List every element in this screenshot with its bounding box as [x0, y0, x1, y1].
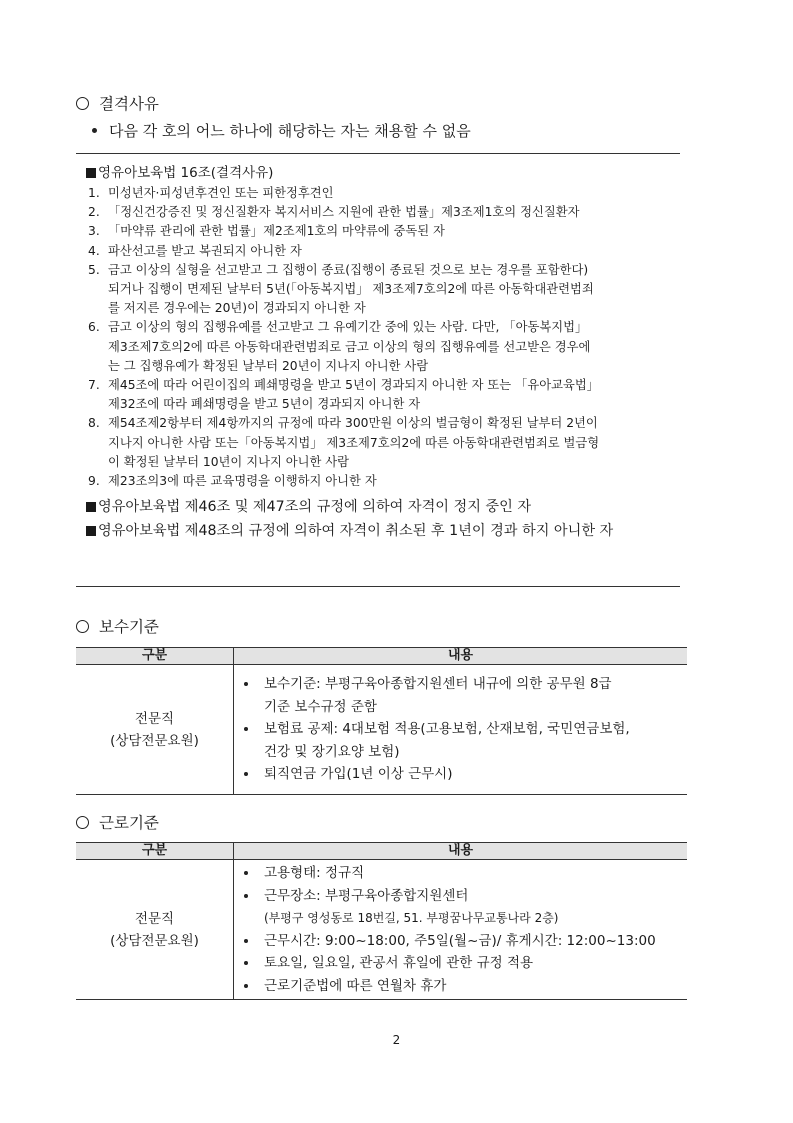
- item-number: 6.: [88, 320, 100, 335]
- bullet-text: 토요일, 일요일, 관공서 휴일에 관한 규정 적용: [264, 955, 534, 971]
- category-label: 전문직: [134, 910, 175, 927]
- bullet-dot-icon: [244, 682, 248, 686]
- clause-text: 영유아보육법 제46조 및 제47조의 규정에 의하여 자격이 정지 중인 자: [98, 499, 532, 516]
- item-number: 7.: [88, 378, 100, 393]
- list-item: [86, 318, 676, 376]
- item-number: 9.: [88, 474, 100, 489]
- pay-table: [76, 647, 687, 795]
- list-item: [86, 184, 676, 203]
- category-sublabel: (상담전문요원): [110, 732, 199, 749]
- category-label: 전문직: [134, 710, 175, 727]
- bullet-text: 보수기준: 부평구육아종합지원센터 내규에 의한 공무원 8급 기준 보수규정 준함: [264, 676, 612, 715]
- bullet-text: 퇴직연금 가입(1년 이상 근무시): [264, 766, 453, 783]
- table-row: [76, 860, 687, 1000]
- item-text: 파산선고를 받고 복권되지 아니한 자: [108, 243, 302, 258]
- bullet-dot-icon: [92, 128, 97, 133]
- bullet-text: 근무장소: 부평구육아종합지원센터: [264, 887, 469, 904]
- column-header-category: 구분: [76, 648, 234, 665]
- item-text: 미성년자·피성년후견인 또는 피한정후견인: [108, 186, 334, 200]
- list-item: [86, 376, 676, 414]
- revocation-clause: [86, 519, 676, 543]
- list-item: [242, 885, 681, 908]
- section-title: 결격사유: [99, 95, 159, 113]
- item-number: 1.: [88, 186, 100, 200]
- disqualification-list: [86, 184, 676, 491]
- list-item: [242, 952, 681, 975]
- bullet-dot-icon: [244, 772, 248, 776]
- list-item: [86, 203, 676, 222]
- clause-text: 영유아보육법 제48조의 규정에 의하여 자격이 취소된 후 1년이 경과 하지 아니한 자: [98, 523, 614, 540]
- bullet-dot-icon: [244, 727, 248, 731]
- bullet-text: 근로기준법에 따른 연월차 휴가: [264, 977, 447, 994]
- list-item: [242, 930, 681, 953]
- list-item: [242, 862, 681, 885]
- list-item: [86, 222, 676, 241]
- item-text: 「정신건강증진 및 정신질환자 복지서비스 지원에 관한 법률」제3조제1호의 정신질환자: [108, 205, 580, 220]
- list-item: [242, 718, 681, 763]
- work-conditions-table: [76, 842, 687, 1000]
- address-text: (부평구 영성동로 18번길, 51. 부평꿈나무교통나라 2층): [264, 911, 559, 925]
- list-item: [242, 975, 681, 998]
- summary-text: 다음 각 호의 어느 하나에 해당하는 자는 채용할 수 없음: [109, 122, 471, 140]
- item-text: 제54조제2항부터 제4항까지의 규정에 따라 300만원 이상의 벌금형이 확정된 날부터 2년이 지나지 아니한 사람 또는「아동복지법」 제3조제7호의2에 따른 아동학대관련범죄로 벌금형 이 확정된 날부터 10년이 지나지 아니한 사람: [108, 416, 600, 469]
- column-header-category: 구분: [76, 843, 234, 860]
- item-text: 제23조의3에 따른 교육명령을 이행하지 아니한 자: [108, 474, 377, 489]
- item-text: 금고 이상의 실형을 선고받고 그 집행이 종료(집행이 종료된 것으로 보는 경우를 포함한다) 되거나 집행이 면제된 날부터 5년(「아동복지법」 제3조제7호의2에 따른 아동학대관련범죄 를 저지른 경우에는 20년)이 경과되지 아니한 자: [108, 262, 594, 316]
- section-title: 근로기준: [99, 814, 159, 832]
- law-title-text: 영유아보육법 16조(결격사유): [98, 165, 274, 181]
- content-cell: [234, 665, 688, 795]
- section-title: 보수기준: [99, 618, 159, 636]
- bullet-text: 근무시간: 9:00~18:00, 주5일(월~금)/ 휴게시간: 12:00~13:00: [264, 932, 656, 949]
- disqualification-summary: [92, 120, 471, 141]
- address-line: [242, 907, 681, 930]
- section-heading-disqualification: [76, 92, 159, 114]
- square-bullet-icon: [86, 526, 96, 536]
- page-number: 2: [392, 1033, 401, 1047]
- column-header-content: 내용: [234, 648, 688, 665]
- section-heading-work: [76, 811, 159, 833]
- circle-bullet-icon: [76, 620, 89, 633]
- category-cell: [76, 860, 234, 1000]
- square-bullet-icon: [86, 168, 96, 178]
- column-header-content: 내용: [234, 843, 688, 860]
- item-text: 「마약류 관리에 관한 법률」제2조제1호의 마약류에 중독된 자: [108, 224, 445, 239]
- circle-bullet-icon: [76, 97, 89, 110]
- item-number: 5.: [88, 262, 100, 277]
- divider-top: [76, 153, 680, 154]
- pay-bullet-list: [242, 673, 681, 786]
- suspension-clause: [86, 495, 676, 519]
- work-bullet-list: [242, 862, 681, 997]
- bullet-dot-icon: [244, 939, 248, 943]
- list-item: [242, 763, 681, 786]
- bullet-dot-icon: [244, 961, 248, 965]
- divider-bottom: [76, 586, 680, 587]
- table-header-row: [76, 648, 687, 665]
- item-text: 제45조에 따라 어린이집의 폐쇄명령을 받고 5년이 경과되지 아니한 자 또는 「유아교육법」 제32조에 따라 폐쇄명령을 받고 5년이 경과되지 아니한 자: [108, 378, 600, 412]
- item-number: 2.: [88, 205, 100, 220]
- item-number: 8.: [88, 416, 100, 431]
- section-heading-pay: [76, 615, 159, 637]
- list-item: [86, 472, 676, 491]
- list-item: [86, 242, 676, 261]
- bullet-dot-icon: [244, 984, 248, 988]
- table-header-row: [76, 843, 687, 860]
- content-cell: [234, 860, 688, 1000]
- list-item: [86, 261, 676, 319]
- bullet-text: 고용형태: 정규직: [264, 865, 365, 881]
- item-text: 금고 이상의 형의 집행유예를 선고받고 그 유예기간 중에 있는 사람. 다만, 「아동복지법」 제3조제7호의2에 따른 아동학대관련범죄로 금고 이상의 형의 집행유예를 선고받은 경우에 는 그 집행유예가 확정된 날부터 20년이 지나지 아니한 사람: [108, 320, 591, 373]
- list-item: [242, 673, 681, 718]
- item-number: 4.: [88, 243, 100, 258]
- table-row: [76, 665, 687, 795]
- item-number: 3.: [88, 224, 100, 239]
- law-title: [86, 162, 676, 184]
- law-excerpt-box: [86, 162, 676, 543]
- list-item: [86, 414, 676, 472]
- bullet-dot-icon: [244, 894, 248, 898]
- circle-bullet-icon: [76, 816, 89, 829]
- bullet-dot-icon: [244, 871, 248, 875]
- category-cell: [76, 665, 234, 795]
- bullet-text: 보험료 공제: 4대보험 적용(고용보험, 산재보험, 국민연금보험, 건강 및 장기요양 보험): [264, 721, 630, 760]
- category-sublabel: (상담전문요원): [110, 932, 199, 949]
- square-bullet-icon: [86, 502, 96, 512]
